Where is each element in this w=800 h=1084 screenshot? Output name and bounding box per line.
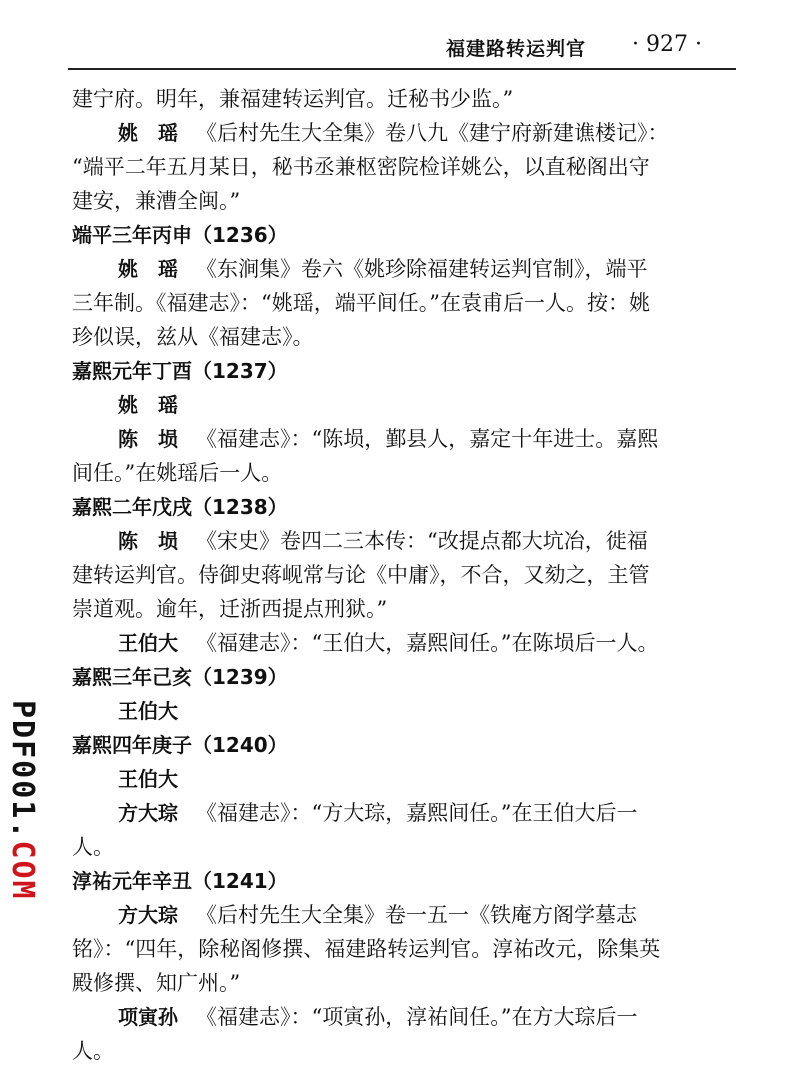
official-name: 项寅孙	[118, 1005, 178, 1029]
year-heading: 嘉熙二年戊戌（1238）	[72, 495, 288, 519]
entry-line	[118, 422, 658, 456]
text-line: 崇道观。逾年，迁浙西提点刑狱。”	[72, 597, 388, 621]
text-line: 珍似误，兹从《福建志》。	[72, 325, 314, 349]
official-name: 姚 瑶	[118, 393, 178, 417]
official-name: 姚 瑶	[118, 257, 178, 281]
page-number: · 927 ·	[632, 32, 702, 57]
citation-text: 《东涧集》卷六《姚珍除福建转运判官制》，端平	[196, 257, 648, 281]
text-line: 人。	[72, 1039, 114, 1063]
official-name: 王伯大	[118, 767, 178, 791]
text-line: 建宁府。明年，兼福建转运判官。迁秘书少监。”	[72, 87, 514, 111]
official-name: 姚 瑶	[118, 121, 178, 145]
watermark-prefix: PDF001.	[5, 700, 40, 841]
year-heading: 嘉熙三年己亥（1239）	[72, 665, 288, 689]
year-heading: 淳祐元年辛丑（1241）	[72, 869, 288, 893]
watermark	[4, 700, 40, 901]
text-line: 殿修撰、知广州。”	[72, 971, 241, 995]
entry-line	[118, 626, 658, 660]
official-name: 陈 埙	[118, 427, 178, 451]
text-line: 三年制。《福建志》：“姚瑶，端平间任。”在袁甫后一人。按：姚	[72, 291, 650, 315]
year-heading: 嘉熙四年庚子（1240）	[72, 733, 288, 757]
entry-line	[118, 694, 196, 728]
citation-text: 《后村先生大全集》卷一五一《铁庵方阁学墓志	[196, 903, 637, 927]
entry-line	[118, 762, 196, 796]
citation-text: 《福建志》：“陈埙，鄞县人，嘉定十年进士。嘉熙	[196, 427, 659, 451]
official-name: 王伯大	[118, 699, 178, 723]
citation-text: 《福建志》：“方大琮，嘉熙间任。”在王伯大后一	[196, 801, 638, 825]
entry-line	[118, 252, 648, 286]
entry-line	[118, 388, 196, 422]
citation-text: 《宋史》卷四二三本传：“改提点都大坑冶，徙福	[196, 529, 648, 553]
year-heading: 端平三年丙申（1236）	[72, 223, 288, 247]
entry-line	[118, 524, 648, 558]
entry-line	[118, 116, 669, 150]
text-line: 建安，兼漕全闽。”	[72, 189, 241, 213]
official-name: 方大琮	[118, 801, 178, 825]
text-line: 建转运判官。侍御史蒋岘常与论《中庸》，不合，又劾之，主管	[72, 563, 650, 587]
watermark-suffix: COM	[5, 840, 40, 901]
official-name: 王伯大	[118, 631, 178, 655]
citation-text: 《福建志》：“项寅孙，淳祐间任。”在方大琮后一	[196, 1005, 638, 1029]
citation-text: 《福建志》：“王伯大，嘉熙间任。”在陈埙后一人。	[196, 631, 659, 655]
official-name: 方大琮	[118, 903, 178, 927]
official-name: 陈 埙	[118, 529, 178, 553]
text-line: 间任。”在姚瑶后一人。	[72, 461, 283, 485]
page-header	[68, 28, 736, 70]
text-line: 人。	[72, 835, 114, 859]
text-line: 铭》：“四年，除秘阁修撰、福建路转运判官。淳祐改元，除集英	[72, 937, 661, 961]
entry-line	[118, 796, 637, 830]
citation-text: 《后村先生大全集》卷八九《建宁府新建谯楼记》：	[196, 121, 669, 145]
entry-line	[118, 1000, 637, 1034]
year-heading: 嘉熙元年丁酉（1237）	[72, 359, 288, 383]
text-line: “端平二年五月某日，秘书丞兼枢密院检详姚公，以直秘阁出守	[72, 155, 650, 179]
running-title: 福建路转运判官	[445, 38, 586, 60]
entry-line	[118, 898, 637, 932]
